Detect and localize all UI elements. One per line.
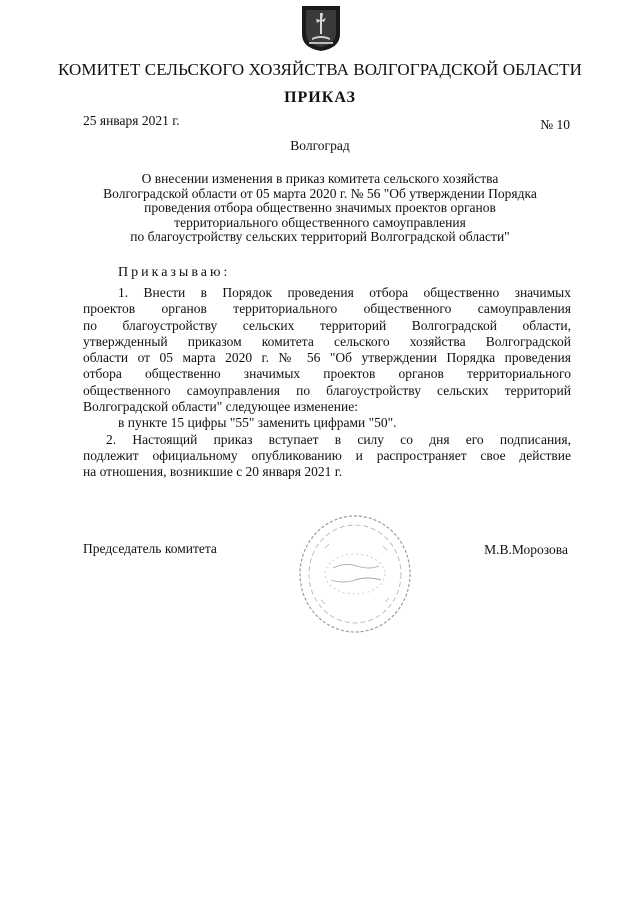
document-subject — [70, 172, 570, 245]
document-body — [83, 285, 571, 481]
body-line: проектов органов территориального общественного самоуправления — [83, 301, 571, 317]
subject-line: по благоустройству сельских территорий Волгоградской области" — [130, 229, 510, 244]
organization-name: КОМИТЕТ СЕЛЬСКОГО ХОЗЯЙСТВА ВОЛГОГРАДСКОЙ ОБЛАСТИ — [57, 60, 582, 79]
body-line: общественного самоуправления по благоустройству сельских территорий — [83, 382, 571, 398]
body-line: по благоустройству сельских территорий Волгоградской области, — [83, 317, 571, 333]
document-city: Волгоград — [290, 138, 350, 153]
body-line: 2. Настоящий приказ вступает в силу со дня его подписания, — [106, 431, 571, 447]
body-line: на отношения, возникшие с 20 января 2021 г. — [83, 464, 343, 480]
change-line: в пункте 15 цифры "55" заменить цифрами "50". — [118, 415, 397, 431]
signatory-position: Председатель комитета — [83, 541, 217, 556]
subject-line: территориального общественного самоуправления — [174, 214, 466, 230]
document-date: 25 января 2021 г. — [83, 113, 180, 128]
subject-line: О внесении изменения в приказ комитета сельского хозяйства — [141, 171, 499, 186]
document-type: ПРИКАЗ — [284, 89, 356, 106]
body-line: утвержденный приказом комитета сельского хозяйства Волгоградской — [83, 333, 571, 349]
order-word: Приказываю: — [118, 265, 231, 280]
body-line: Волгоградской области" следующее изменение: — [83, 399, 358, 415]
body-line: области от 05 марта 2020 г. № 56 "Об утверждении Порядка проведения — [83, 350, 571, 366]
subject-line: проведения отбора общественно значимых проектов органов — [144, 200, 496, 215]
seal-stamp — [295, 510, 415, 638]
body-line: 1. Внести в Порядок проведения отбора общественно значимых — [118, 285, 571, 300]
document-number: № 10 — [540, 117, 570, 132]
body-line: отбора общественно значимых проектов органов территориального — [83, 366, 571, 382]
signatory-name: М.В.Морозова — [484, 542, 568, 557]
body-line: подлежит официальному опубликованию и распространяет свое действие — [83, 447, 571, 463]
subject-line: Волгоградской области от 05 марта 2020 г. № 56 "Об утверждении Порядка — [103, 185, 537, 201]
coat-of-arms-icon — [300, 4, 342, 52]
